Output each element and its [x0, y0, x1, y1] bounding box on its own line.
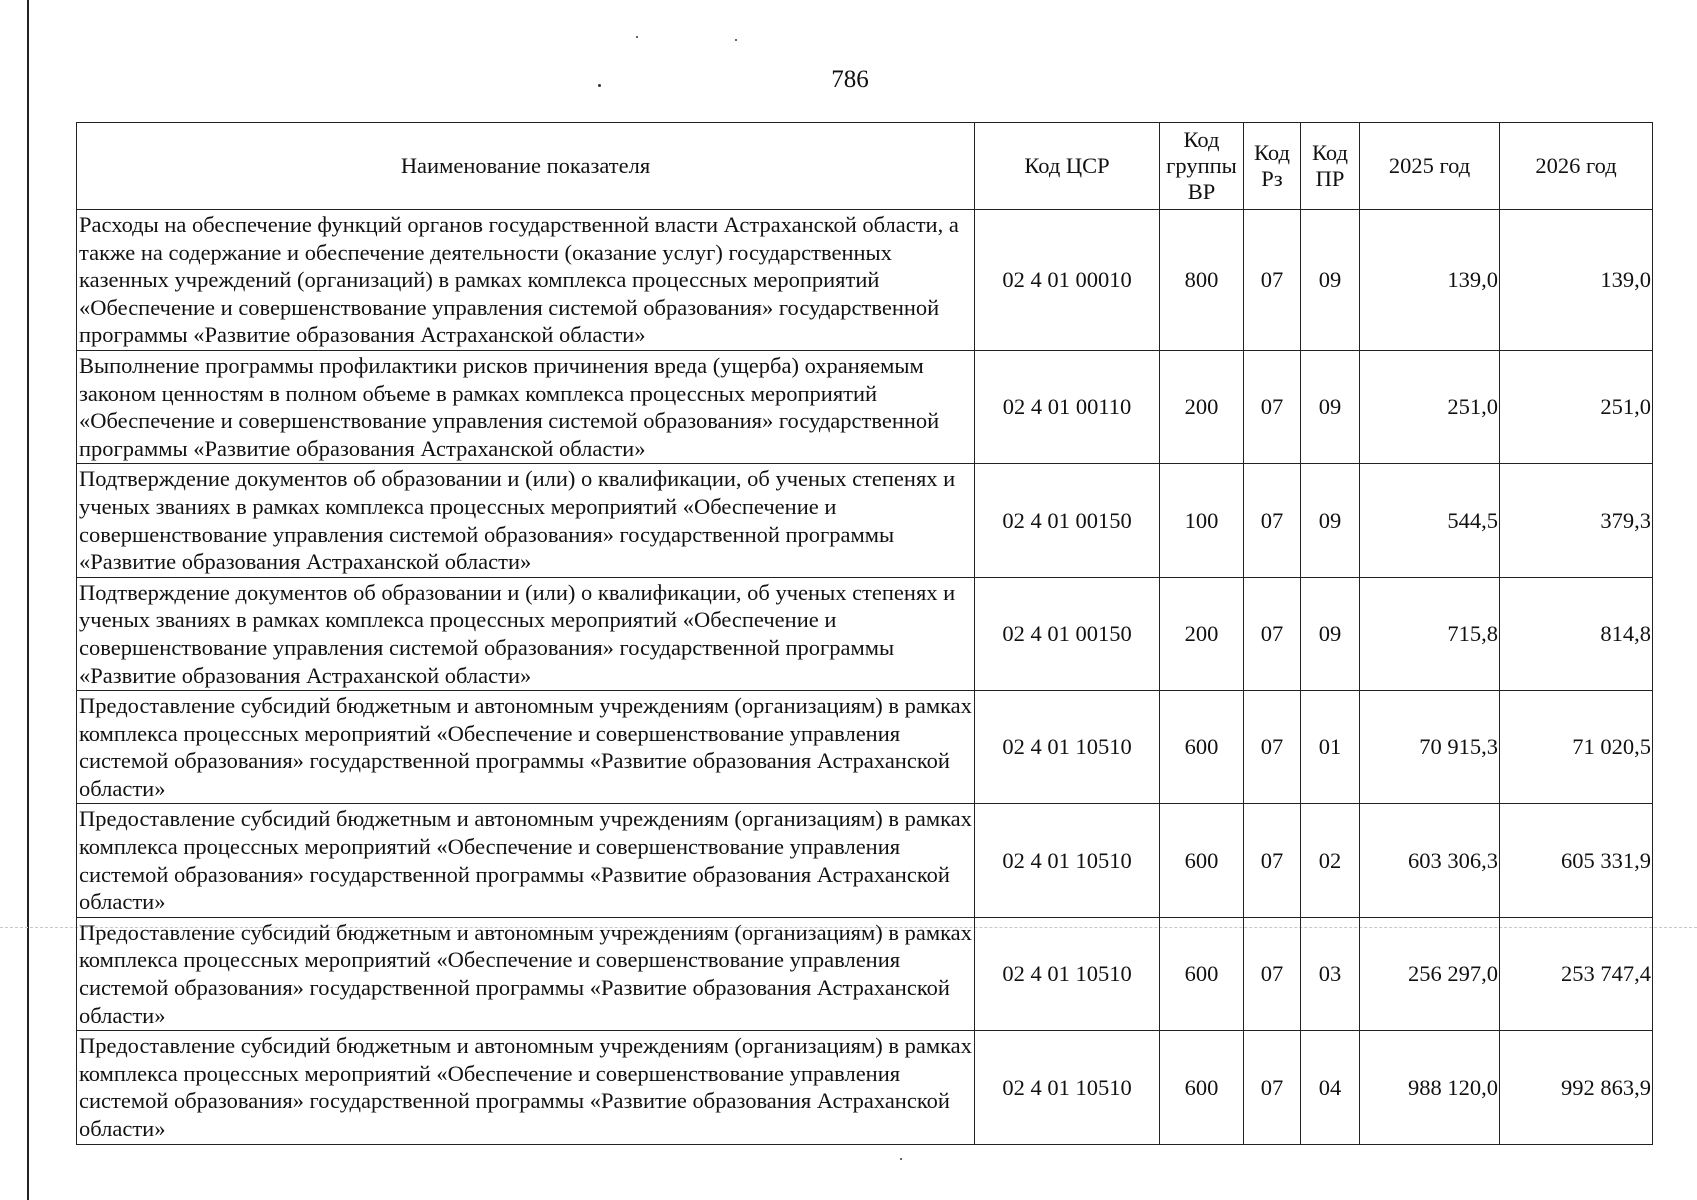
cell-rz-code: 07	[1244, 917, 1301, 1030]
cell-csr-code: 02 4 01 00150	[975, 464, 1160, 577]
cell-csr-code: 02 4 01 10510	[975, 691, 1160, 804]
table-row	[77, 1031, 1653, 1144]
cell-amount-2026: 139,0	[1500, 210, 1653, 351]
scan-speck	[900, 1158, 902, 1160]
table-row	[77, 577, 1653, 690]
cell-indicator-name: Выполнение программы профилактики рисков причинения вреда (ущерба) охраняемым законом ценностям в полном объеме в рамках комплекса процессных мероприятий «Обеспечение и совершенствование управления системой образования» государственной программы «Развитие образования Астраханской области»	[77, 350, 975, 463]
cell-amount-2025: 544,5	[1360, 464, 1500, 577]
cell-rz-code: 07	[1244, 1031, 1301, 1144]
cell-amount-2025: 603 306,3	[1360, 804, 1500, 917]
scan-speck	[735, 39, 737, 41]
cell-vr-code: 800	[1160, 210, 1244, 351]
cell-amount-2026: 251,0	[1500, 350, 1653, 463]
cell-amount-2026: 814,8	[1500, 577, 1653, 690]
cell-vr-code: 600	[1160, 804, 1244, 917]
cell-rz-code: 07	[1244, 464, 1301, 577]
cell-vr-code: 600	[1160, 691, 1244, 804]
cell-rz-code: 07	[1244, 210, 1301, 351]
cell-pr-code: 09	[1301, 464, 1360, 577]
header-vr-group-code: Код группы ВР	[1160, 123, 1244, 210]
cell-vr-code: 100	[1160, 464, 1244, 577]
cell-amount-2026: 71 020,5	[1500, 691, 1653, 804]
cell-amount-2026: 253 747,4	[1500, 917, 1653, 1030]
cell-pr-code: 02	[1301, 804, 1360, 917]
table-body	[77, 210, 1653, 1145]
scan-speck	[598, 84, 601, 87]
cell-csr-code: 02 4 01 00110	[975, 350, 1160, 463]
cell-amount-2026: 992 863,9	[1500, 1031, 1653, 1144]
cell-pr-code: 09	[1301, 350, 1360, 463]
scan-speck	[636, 36, 638, 38]
cell-pr-code: 01	[1301, 691, 1360, 804]
cell-vr-code: 200	[1160, 577, 1244, 690]
cell-vr-code: 200	[1160, 350, 1244, 463]
table-row	[77, 210, 1653, 351]
cell-indicator-name: Подтверждение документов об образовании и (или) о квалификации, об ученых степенях и ученых званиях в рамках комплекса процессных мероприятий «Обеспечение и совершенствование управления системой образования» государственной программы «Развитие образования Астраханской области»	[77, 464, 975, 577]
page-number: 786	[831, 66, 869, 93]
table-row	[77, 917, 1653, 1030]
cell-amount-2025: 256 297,0	[1360, 917, 1500, 1030]
cell-csr-code: 02 4 01 00010	[975, 210, 1160, 351]
cell-indicator-name: Расходы на обеспечение функций органов государственной власти Астраханской области, а также на содержание и обеспечение деятельности (оказание услуг) государственных казенных учреждений (организаций) в рамках комплекса процессных мероприятий «Обеспечение и совершенствование управления системой образования» государственной программы «Развитие образования Астраханской области»	[77, 210, 975, 351]
cell-amount-2026: 379,3	[1500, 464, 1653, 577]
header-indicator-name: Наименование показателя	[77, 123, 975, 210]
cell-pr-code: 09	[1301, 210, 1360, 351]
header-year-2026: 2026 год	[1500, 123, 1653, 210]
cell-rz-code: 07	[1244, 350, 1301, 463]
cell-pr-code: 09	[1301, 577, 1360, 690]
table-row	[77, 464, 1653, 577]
budget-table	[76, 122, 1653, 1145]
cell-indicator-name: Предоставление субсидий бюджетным и автономным учреждениям (организациям) в рамках комплекса процессных мероприятий «Обеспечение и совершенствование управления системой образования» государственной программы «Развитие образования Астраханской области»	[77, 691, 975, 804]
cell-rz-code: 07	[1244, 577, 1301, 690]
cell-vr-code: 600	[1160, 917, 1244, 1030]
table-header-row	[77, 123, 1653, 210]
header-rz-code: Код Рз	[1244, 123, 1301, 210]
cell-indicator-name: Предоставление субсидий бюджетным и автономным учреждениям (организациям) в рамках комплекса процессных мероприятий «Обеспечение и совершенствование управления системой образования» государственной программы «Развитие образования Астраханской области»	[77, 1031, 975, 1144]
cell-csr-code: 02 4 01 10510	[975, 1031, 1160, 1144]
cell-amount-2025: 70 915,3	[1360, 691, 1500, 804]
header-csr-code: Код ЦСР	[975, 123, 1160, 210]
cell-rz-code: 07	[1244, 804, 1301, 917]
header-year-2025: 2025 год	[1360, 123, 1500, 210]
table-row	[77, 350, 1653, 463]
cell-indicator-name: Предоставление субсидий бюджетным и автономным учреждениям (организациям) в рамках комплекса процессных мероприятий «Обеспечение и совершенствование управления системой образования» государственной программы «Развитие образования Астраханской области»	[77, 804, 975, 917]
cell-pr-code: 04	[1301, 1031, 1360, 1144]
cell-amount-2026: 605 331,9	[1500, 804, 1653, 917]
cell-indicator-name: Предоставление субсидий бюджетным и автономным учреждениям (организациям) в рамках комплекса процессных мероприятий «Обеспечение и совершенствование управления системой образования» государственной программы «Развитие образования Астраханской области»	[77, 917, 975, 1030]
cell-amount-2025: 988 120,0	[1360, 1031, 1500, 1144]
cell-indicator-name: Подтверждение документов об образовании и (или) о квалификации, об ученых степенях и ученых званиях в рамках комплекса процессных мероприятий «Обеспечение и совершенствование управления системой образования» государственной программы «Развитие образования Астраханской области»	[77, 577, 975, 690]
cell-amount-2025: 251,0	[1360, 350, 1500, 463]
cell-amount-2025: 715,8	[1360, 577, 1500, 690]
binding-margin-line	[27, 0, 29, 1200]
table-row	[77, 691, 1653, 804]
cell-csr-code: 02 4 01 10510	[975, 804, 1160, 917]
cell-rz-code: 07	[1244, 691, 1301, 804]
cell-csr-code: 02 4 01 10510	[975, 917, 1160, 1030]
cell-amount-2025: 139,0	[1360, 210, 1500, 351]
cell-csr-code: 02 4 01 00150	[975, 577, 1160, 690]
cell-vr-code: 600	[1160, 1031, 1244, 1144]
table-row	[77, 804, 1653, 917]
header-pr-code: Код ПР	[1301, 123, 1360, 210]
cell-pr-code: 03	[1301, 917, 1360, 1030]
